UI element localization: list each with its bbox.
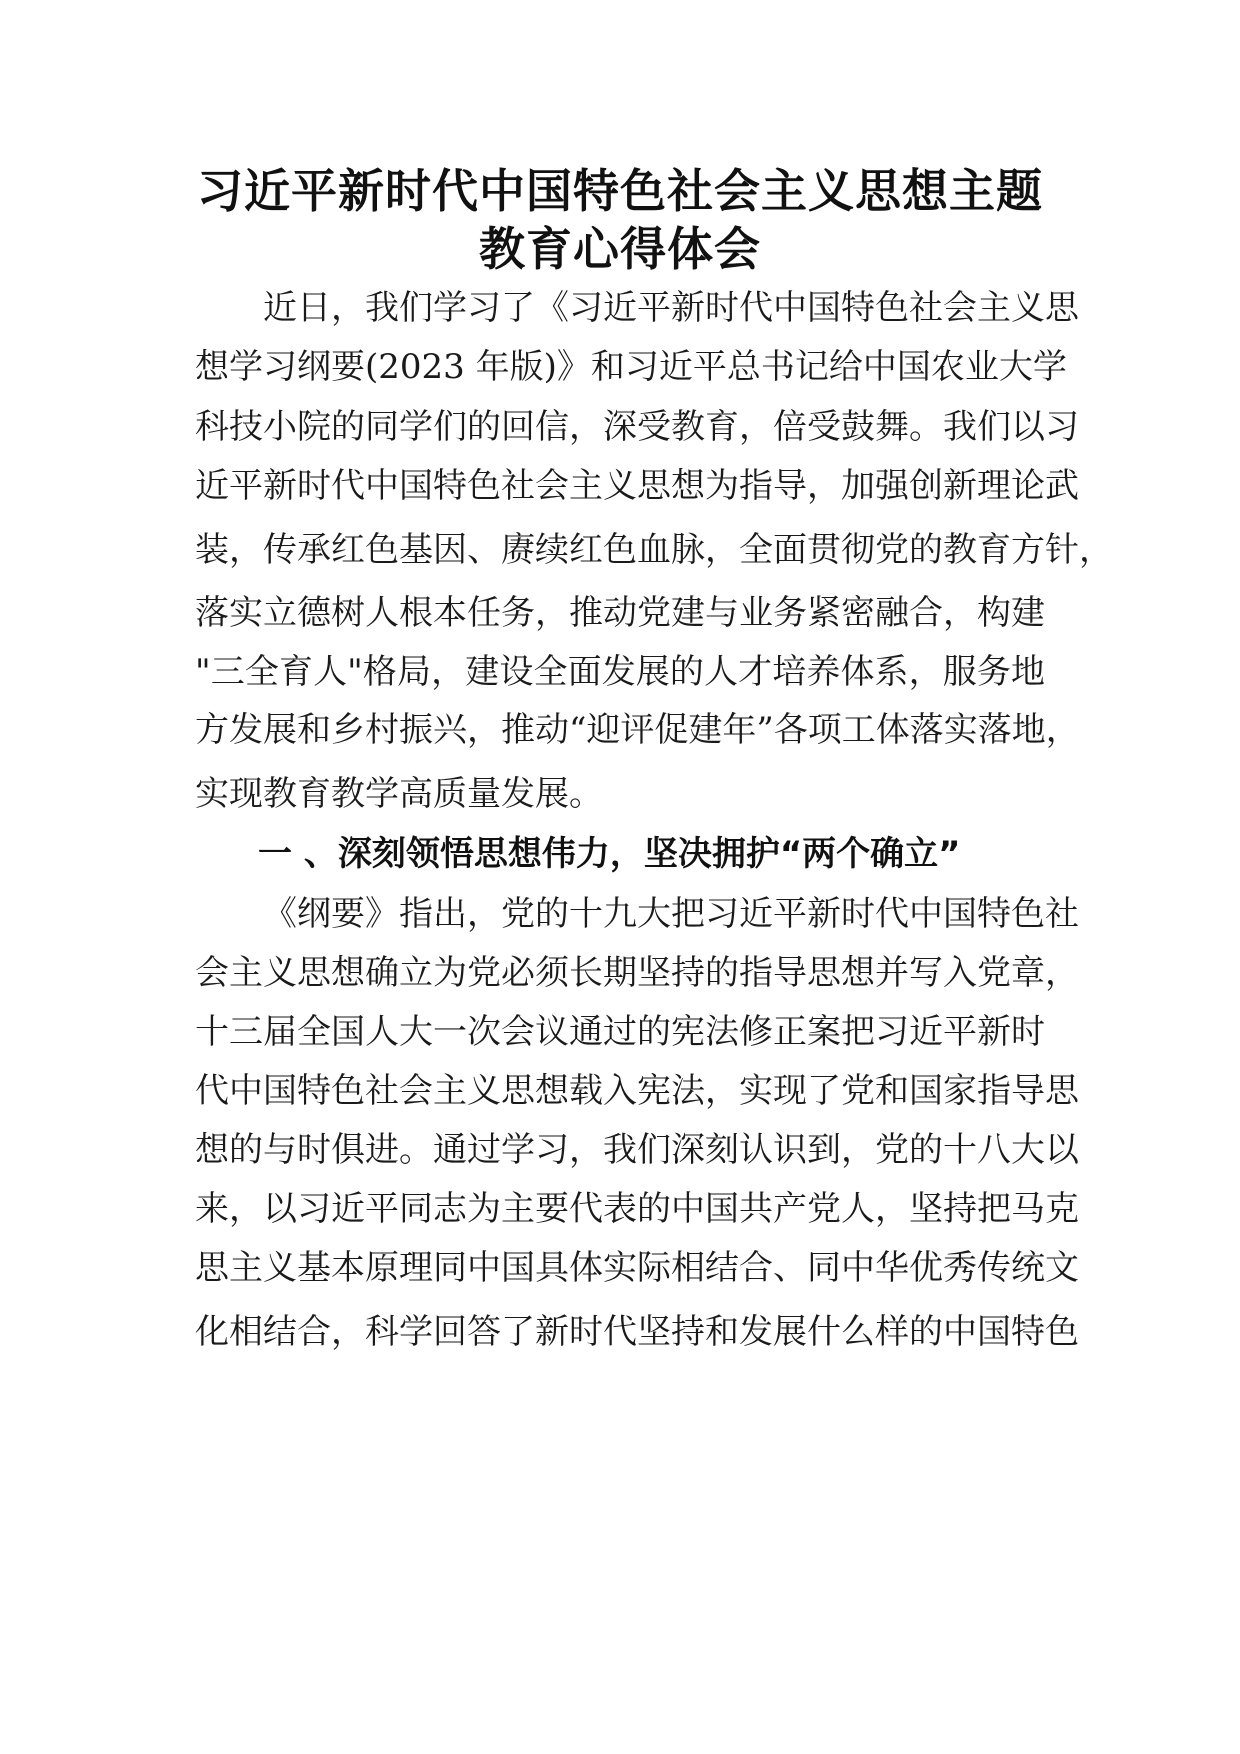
- document-title-line-1: 习近平新时代中国特色社会主义思想主题: [197, 164, 1043, 218]
- paragraph-2-line: 想的与时俱进。通过学习，我们深刻认识到，党的十八大以: [195, 1130, 1079, 1170]
- paragraph-1-line: 方发展和乡村振兴，推动“迎评促建年”各项工体落实落地，: [195, 710, 1080, 750]
- paragraph-2-line: 化相结合，科学回答了新时代坚持和发展什么样的中国特色: [195, 1312, 1079, 1352]
- paragraph-1-line: 近平新时代中国特色社会主义思想为指导，加强创新理论武: [195, 466, 1079, 506]
- paragraph-2-line: 十三届全国人大一次会议通过的宪法修正案把习近平新时: [195, 1012, 1045, 1052]
- section-1-heading: 一 、深刻领悟思想伟力，坚决拥护“两个确立”: [258, 834, 961, 874]
- paragraph-1-line: 装，传承红色基因、赓续红色血脉，全面贯彻党的教育方针，: [195, 530, 1113, 570]
- paragraph-1-line: "三全育人"格局，建设全面发展的人才培养体系，服务地: [195, 652, 1045, 692]
- paragraph-1-line: 想学习纲要(2023 年版)》和习近平总书记给中国农业大学: [195, 347, 1067, 387]
- paragraph-2-line: 思主义基本原理同中国具体实际相结合、同中华优秀传统文: [195, 1248, 1079, 1288]
- paragraph-1-line: 落实立德树人根本任务，推动党建与业务紧密融合，构建: [195, 593, 1045, 633]
- paragraph-1-line: 实现教育教学高质量发展。: [195, 774, 603, 814]
- paragraph-2-line: 来，以习近平同志为主要代表的中国共产党人，坚持把马克: [195, 1189, 1079, 1229]
- paragraph-1-line: 近日，我们学习了《习近平新时代中国特色社会主义思: [263, 288, 1079, 328]
- paragraph-2-line: 代中国特色社会主义思想载入宪法，实现了党和国家指导思: [195, 1071, 1079, 1111]
- document-title-line-2: 教育心得体会: [479, 222, 761, 276]
- paragraph-1-line: 科技小院的同学们的回信，深受教育，倍受鼓舞。我们以习: [195, 407, 1079, 447]
- paragraph-2-line: 《纲要》指出，党的十九大把习近平新时代中国特色社: [263, 894, 1079, 934]
- paragraph-2-line: 会主义思想确立为党必须长期坚持的指导思想并写入党章，: [195, 953, 1079, 993]
